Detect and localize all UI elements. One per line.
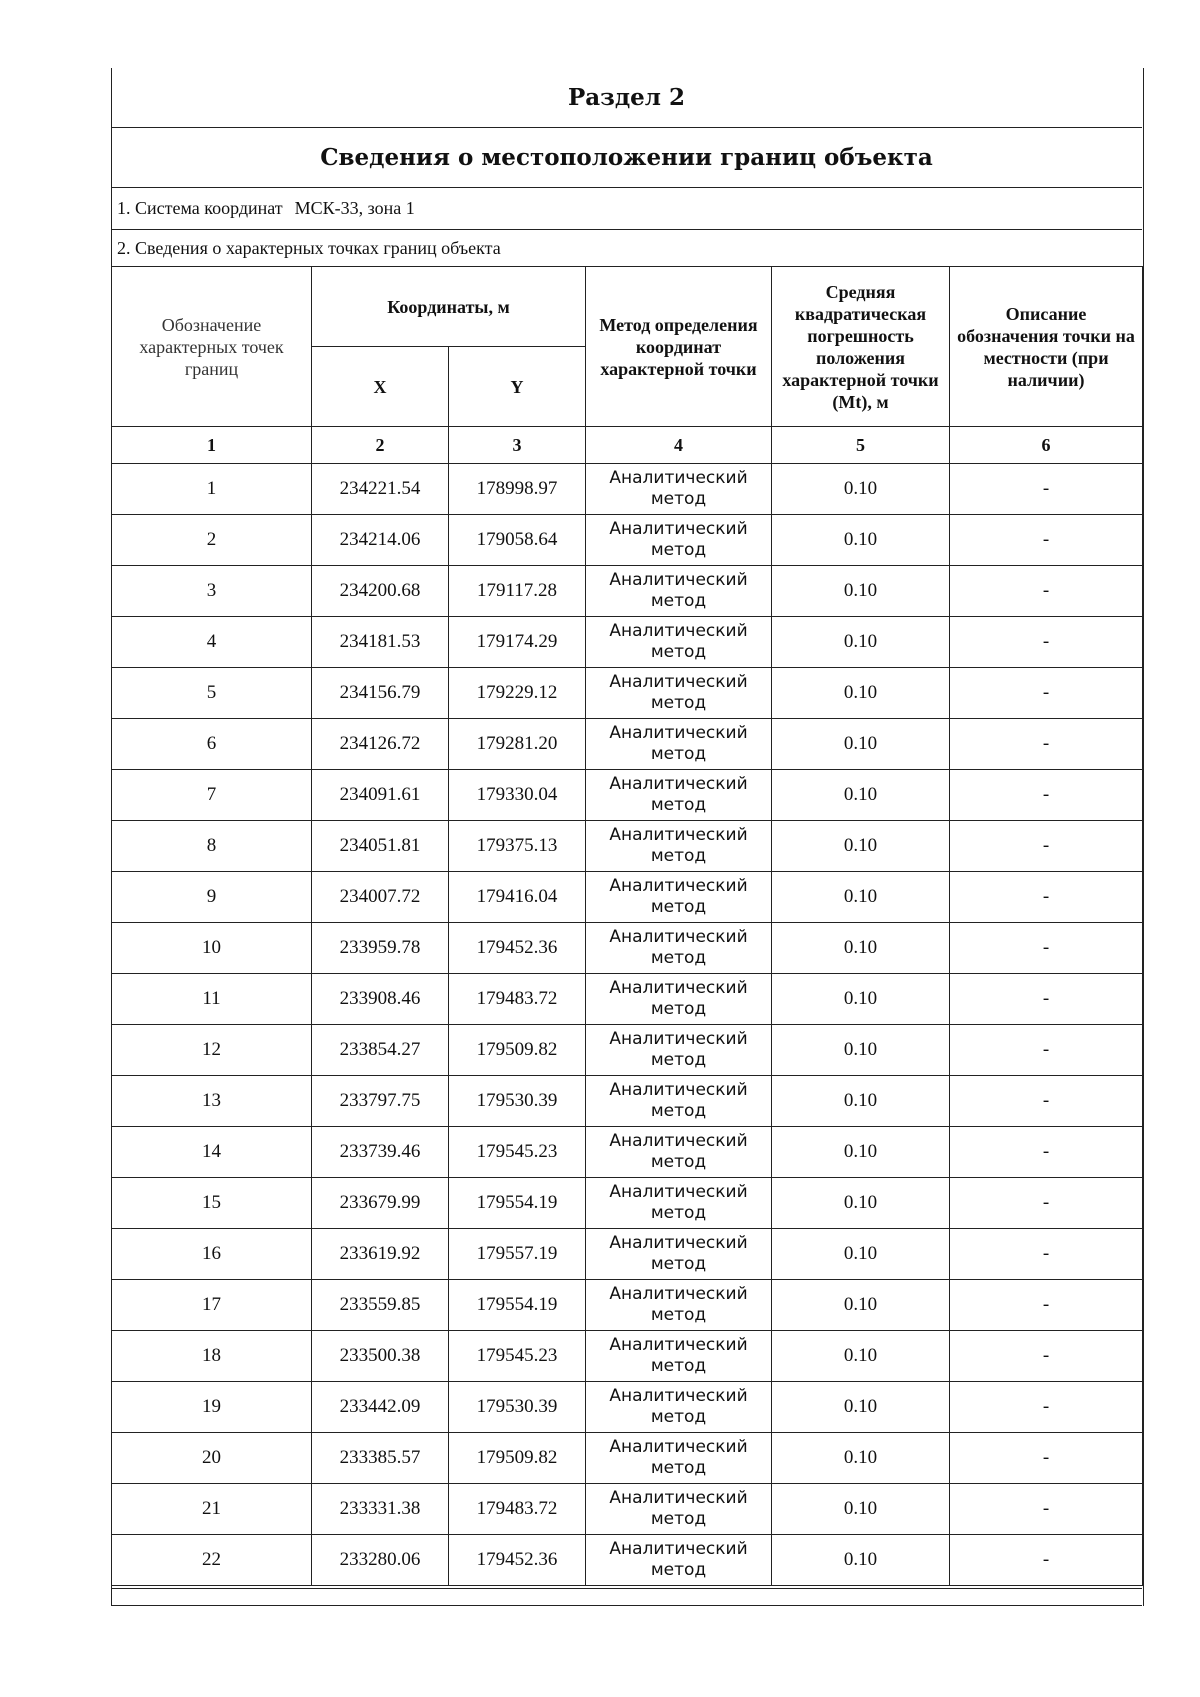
- cell-description: -: [950, 1382, 1143, 1433]
- cell-point-number: 2: [112, 515, 312, 566]
- cell-description: -: [950, 617, 1143, 668]
- cell-method: Аналитический метод: [586, 1076, 772, 1127]
- cell-accuracy: 0.10: [772, 872, 950, 923]
- cell-method: Аналитический метод: [586, 1025, 772, 1076]
- cell-x: 233331.38: [312, 1484, 449, 1535]
- points-caption: 2. Сведения о характерных точках границ объекта: [117, 237, 501, 258]
- table-row: [112, 1484, 1143, 1535]
- cell-description: -: [950, 1178, 1143, 1229]
- cell-description: -: [950, 1535, 1143, 1586]
- cell-accuracy: 0.10: [772, 1382, 950, 1433]
- cell-y: 179509.82: [449, 1433, 586, 1484]
- cell-point-number: 4: [112, 617, 312, 668]
- cell-y: 179530.39: [449, 1382, 586, 1433]
- cell-method: Аналитический метод: [586, 923, 772, 974]
- cell-x: 233442.09: [312, 1382, 449, 1433]
- cell-point-number: 18: [112, 1331, 312, 1382]
- cell-point-number: 13: [112, 1076, 312, 1127]
- cell-x: 233739.46: [312, 1127, 449, 1178]
- table-row: [112, 617, 1143, 668]
- cell-y: 179545.23: [449, 1127, 586, 1178]
- header-x: X: [312, 347, 449, 427]
- cell-x: 233280.06: [312, 1535, 449, 1586]
- cell-x: 233385.57: [312, 1433, 449, 1484]
- header-accuracy: Средняя квадратическая погрешность положения характерной точки (Mt), м: [772, 267, 950, 427]
- cell-description: -: [950, 1025, 1143, 1076]
- cell-y: 179452.36: [449, 923, 586, 974]
- cell-point-number: 17: [112, 1280, 312, 1331]
- cell-x: 234007.72: [312, 872, 449, 923]
- cell-y: 178998.97: [449, 464, 586, 515]
- cell-x: 234091.61: [312, 770, 449, 821]
- cell-accuracy: 0.10: [772, 1178, 950, 1229]
- cell-description: -: [950, 464, 1143, 515]
- cell-method: Аналитический метод: [586, 719, 772, 770]
- header-method: Метод определения координат характерной точки: [586, 267, 772, 427]
- cell-y: 179416.04: [449, 872, 586, 923]
- cell-description: -: [950, 974, 1143, 1025]
- cell-accuracy: 0.10: [772, 719, 950, 770]
- cell-x: 234156.79: [312, 668, 449, 719]
- table-row: [112, 821, 1143, 872]
- table-row: [112, 1076, 1143, 1127]
- cell-method: Аналитический метод: [586, 974, 772, 1025]
- cell-x: 233559.85: [312, 1280, 449, 1331]
- table-row: [112, 872, 1143, 923]
- cell-x: 234126.72: [312, 719, 449, 770]
- boundary-points-table: [111, 266, 1143, 1586]
- cell-point-number: 7: [112, 770, 312, 821]
- cell-method: Аналитический метод: [586, 566, 772, 617]
- header-coords: Координаты, м: [312, 267, 586, 347]
- cell-y: 179058.64: [449, 515, 586, 566]
- column-number: 6: [950, 427, 1143, 464]
- table-row: [112, 974, 1143, 1025]
- table-body: [112, 464, 1143, 1586]
- cell-accuracy: 0.10: [772, 1025, 950, 1076]
- cell-y: 179483.72: [449, 1484, 586, 1535]
- cell-accuracy: 0.10: [772, 1433, 950, 1484]
- cell-description: -: [950, 719, 1143, 770]
- cell-accuracy: 0.10: [772, 668, 950, 719]
- cell-method: Аналитический метод: [586, 668, 772, 719]
- table-row: [112, 1229, 1143, 1280]
- cell-description: -: [950, 1331, 1143, 1382]
- cell-y: 179330.04: [449, 770, 586, 821]
- cell-accuracy: 0.10: [772, 1076, 950, 1127]
- cell-y: 179229.12: [449, 668, 586, 719]
- table-row: [112, 1127, 1143, 1178]
- cell-x: 233500.38: [312, 1331, 449, 1382]
- cell-method: Аналитический метод: [586, 464, 772, 515]
- table-row: [112, 1535, 1143, 1586]
- cell-y: 179117.28: [449, 566, 586, 617]
- cell-point-number: 9: [112, 872, 312, 923]
- table-row: [112, 1382, 1143, 1433]
- table-row: [112, 464, 1143, 515]
- cell-point-number: 1: [112, 464, 312, 515]
- cell-accuracy: 0.10: [772, 1280, 950, 1331]
- coord-system-label: 1. Система координат: [117, 198, 283, 218]
- cell-accuracy: 0.10: [772, 770, 950, 821]
- cell-y: 179281.20: [449, 719, 586, 770]
- cell-description: -: [950, 872, 1143, 923]
- cell-method: Аналитический метод: [586, 1484, 772, 1535]
- cell-y: 179452.36: [449, 1535, 586, 1586]
- cell-x: 233959.78: [312, 923, 449, 974]
- cell-point-number: 19: [112, 1382, 312, 1433]
- cell-point-number: 10: [112, 923, 312, 974]
- cell-description: -: [950, 1076, 1143, 1127]
- cell-y: 179509.82: [449, 1025, 586, 1076]
- cell-x: 233619.92: [312, 1229, 449, 1280]
- section-title: Раздел 2: [111, 68, 1142, 128]
- cell-description: -: [950, 923, 1143, 974]
- cell-accuracy: 0.10: [772, 821, 950, 872]
- cell-x: 233854.27: [312, 1025, 449, 1076]
- cell-point-number: 22: [112, 1535, 312, 1586]
- cell-point-number: 8: [112, 821, 312, 872]
- coord-system-line: [111, 188, 1142, 230]
- cell-point-number: 21: [112, 1484, 312, 1535]
- cell-method: Аналитический метод: [586, 1178, 772, 1229]
- cell-accuracy: 0.10: [772, 617, 950, 668]
- coord-system-value: МСК-33, зона 1: [294, 198, 415, 218]
- cell-y: 179545.23: [449, 1331, 586, 1382]
- column-number: 1: [112, 427, 312, 464]
- table-row: [112, 923, 1143, 974]
- cell-x: 234221.54: [312, 464, 449, 515]
- cell-point-number: 11: [112, 974, 312, 1025]
- header-y: Y: [449, 347, 586, 427]
- cell-y: 179375.13: [449, 821, 586, 872]
- cell-x: 233679.99: [312, 1178, 449, 1229]
- cell-description: -: [950, 1127, 1143, 1178]
- table-row: [112, 1025, 1143, 1076]
- table-row: [112, 719, 1143, 770]
- cell-accuracy: 0.10: [772, 923, 950, 974]
- cell-description: -: [950, 668, 1143, 719]
- cell-method: Аналитический метод: [586, 1535, 772, 1586]
- cell-method: Аналитический метод: [586, 1229, 772, 1280]
- cell-description: -: [950, 1484, 1143, 1535]
- header-description: Описание обозначения точки на местности (при наличии): [950, 267, 1143, 427]
- cell-description: -: [950, 566, 1143, 617]
- table-row: [112, 668, 1143, 719]
- cell-method: Аналитический метод: [586, 1433, 772, 1484]
- cell-method: Аналитический метод: [586, 1280, 772, 1331]
- table-tail-row: [111, 1588, 1142, 1606]
- column-number: 4: [586, 427, 772, 464]
- cell-description: -: [950, 1229, 1143, 1280]
- table-row: [112, 566, 1143, 617]
- cell-x: 234051.81: [312, 821, 449, 872]
- cell-y: 179174.29: [449, 617, 586, 668]
- cell-point-number: 20: [112, 1433, 312, 1484]
- cell-description: -: [950, 770, 1143, 821]
- cell-point-number: 5: [112, 668, 312, 719]
- cell-y: 179554.19: [449, 1280, 586, 1331]
- cell-method: Аналитический метод: [586, 1127, 772, 1178]
- cell-x: 234214.06: [312, 515, 449, 566]
- cell-accuracy: 0.10: [772, 566, 950, 617]
- cell-y: 179483.72: [449, 974, 586, 1025]
- cell-x: 233908.46: [312, 974, 449, 1025]
- table-row: [112, 1331, 1143, 1382]
- cell-description: -: [950, 1433, 1143, 1484]
- header-point-name: Обозначение характерных точек границ: [112, 267, 312, 427]
- column-number: 5: [772, 427, 950, 464]
- cell-y: 179557.19: [449, 1229, 586, 1280]
- cell-x: 234200.68: [312, 566, 449, 617]
- cell-method: Аналитический метод: [586, 515, 772, 566]
- cell-accuracy: 0.10: [772, 1127, 950, 1178]
- cell-method: Аналитический метод: [586, 1382, 772, 1433]
- cell-x: 234181.53: [312, 617, 449, 668]
- cell-method: Аналитический метод: [586, 770, 772, 821]
- table-row: [112, 515, 1143, 566]
- cell-method: Аналитический метод: [586, 821, 772, 872]
- cell-x: 233797.75: [312, 1076, 449, 1127]
- cell-accuracy: 0.10: [772, 1229, 950, 1280]
- cell-point-number: 16: [112, 1229, 312, 1280]
- cell-method: Аналитический метод: [586, 872, 772, 923]
- cell-point-number: 6: [112, 719, 312, 770]
- cell-method: Аналитический метод: [586, 617, 772, 668]
- cell-accuracy: 0.10: [772, 1484, 950, 1535]
- table-row: [112, 1280, 1143, 1331]
- cell-point-number: 12: [112, 1025, 312, 1076]
- column-number-row: [112, 427, 1143, 464]
- cell-accuracy: 0.10: [772, 464, 950, 515]
- column-number: 3: [449, 427, 586, 464]
- table-row: [112, 1433, 1143, 1484]
- cell-accuracy: 0.10: [772, 1535, 950, 1586]
- cell-accuracy: 0.10: [772, 974, 950, 1025]
- cell-y: 179530.39: [449, 1076, 586, 1127]
- cell-accuracy: 0.10: [772, 1331, 950, 1382]
- cell-point-number: 3: [112, 566, 312, 617]
- cell-description: -: [950, 515, 1143, 566]
- cell-point-number: 14: [112, 1127, 312, 1178]
- cell-point-number: 15: [112, 1178, 312, 1229]
- cell-method: Аналитический метод: [586, 1331, 772, 1382]
- table-row: [112, 770, 1143, 821]
- table-row: [112, 1178, 1143, 1229]
- section-subtitle: Сведения о местоположении границ объекта: [111, 128, 1142, 188]
- cell-description: -: [950, 1280, 1143, 1331]
- cell-accuracy: 0.10: [772, 515, 950, 566]
- cell-y: 179554.19: [449, 1178, 586, 1229]
- column-number: 2: [312, 427, 449, 464]
- cell-description: -: [950, 821, 1143, 872]
